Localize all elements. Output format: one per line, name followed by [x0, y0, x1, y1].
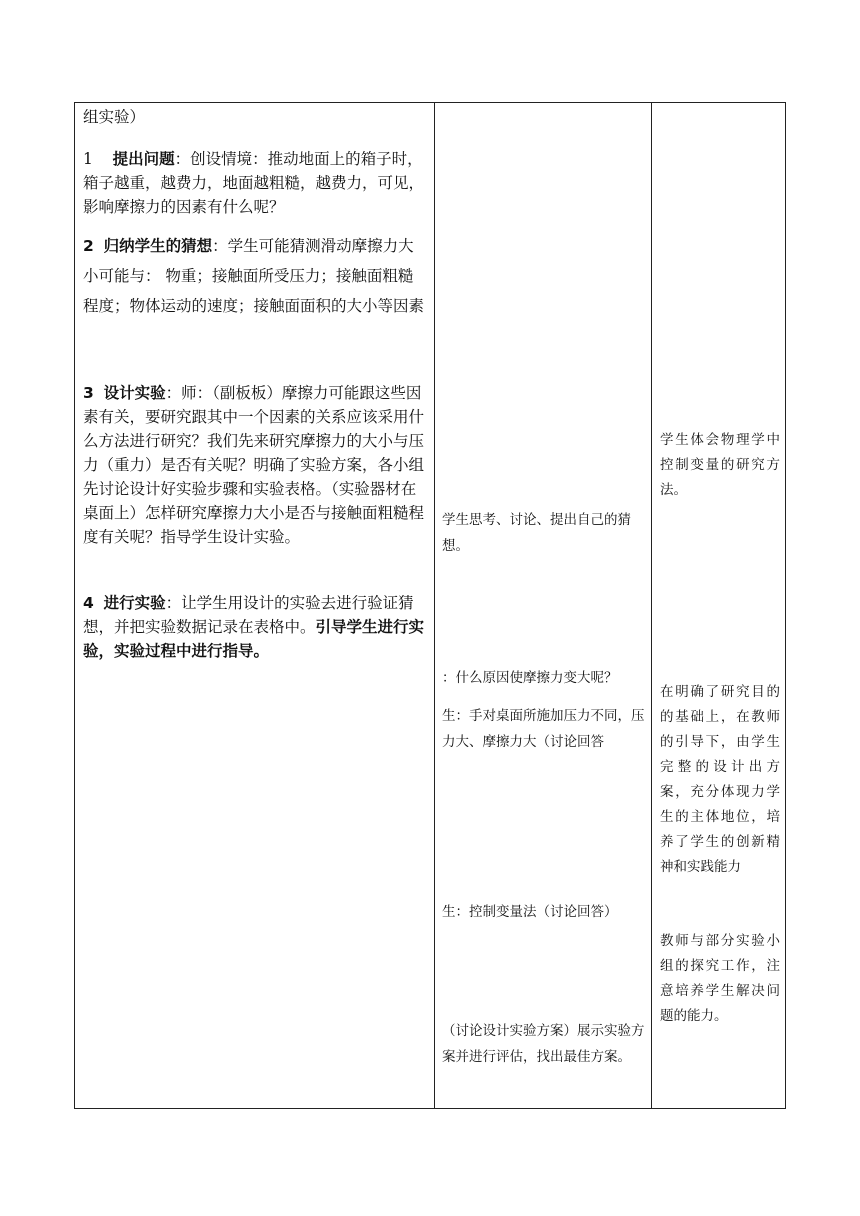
student-activity-1: 学生思考、讨论、提出自己的猜想。	[442, 512, 631, 554]
step-2-heading: 归纳学生的猜想	[103, 237, 213, 255]
step-2-text: ：学生可能猜测滑动摩擦力大小可能与： 物重；接触面所受压力；接触面粗糙程度；物体运动的速度；接触面面积的大小等因素	[83, 237, 425, 315]
student-activity-3: 生：手对桌面所施加压力不同，压力大、摩擦力大（讨论回答	[442, 708, 645, 750]
step-1-text: ：创设情境：推动地面上的箱子时，箱子越重，越费力，地面越粗糙，越费力，可见，影响摩擦力的因素有什么呢？	[83, 150, 425, 216]
step-4-bold-tail: 引导学生进行实验，实验过程中进行指导。	[83, 618, 425, 660]
step-1-number: 1	[83, 150, 93, 168]
step-1-heading: 提出问题	[112, 150, 175, 168]
lesson-table	[74, 102, 786, 1109]
step-2-number: 2	[83, 237, 94, 255]
step-1-paragraph	[83, 147, 426, 219]
column-divider	[434, 103, 435, 1108]
design-intent-2: 在明确了研究目的的基础上，在教师的引导下，由学生完整的设计出方案，充分体现力学生的主体地位，培养了学生的创新精神和实践能力	[660, 684, 780, 875]
step-4-number: 4	[83, 594, 94, 612]
design-intent-3: 教师与部分实验小组的探究工作，注意培养学生解决问题的能力。	[660, 933, 780, 1024]
column-divider	[651, 103, 652, 1108]
student-activity-4: 生：控制变量法（讨论回答）	[442, 904, 618, 920]
step-4-text: ：让学生用设计的实验去进行验证猜想，并把实验数据记录在表格中。	[83, 594, 414, 636]
design-intent-1: 学生体会物理学中控制变量的研究方法。	[660, 432, 780, 498]
step-3-number: 3	[83, 384, 94, 402]
student-activity-2: ：什么原因使摩擦力变大呢？	[442, 670, 618, 686]
intro-text: 组实验）	[83, 108, 146, 126]
step-4-paragraph	[83, 591, 426, 663]
step-4-heading: 进行实验	[103, 594, 166, 612]
step-3-heading: 设计实验	[103, 384, 166, 402]
step-3-text: ：师：（副板板）摩擦力可能跟这些因素有关，要研究跟其中一个因素的关系应该采用什么方法进行研究？我们先来研究摩擦力的大小与压力（重力）是否有关呢？明确了实验方案，各小组先讨论设计好实验步骤和实验表格。（实验器材在桌面上）怎样研究摩擦力大小是否与接触面粗糙程度有关呢？指导学生设计实验。	[83, 384, 425, 546]
step-2-paragraph	[83, 231, 426, 321]
student-activity-5: （讨论设计实验方案）展示实验方案并进行评估，找出最佳方案。	[442, 1023, 645, 1065]
step-3-paragraph	[83, 381, 426, 549]
